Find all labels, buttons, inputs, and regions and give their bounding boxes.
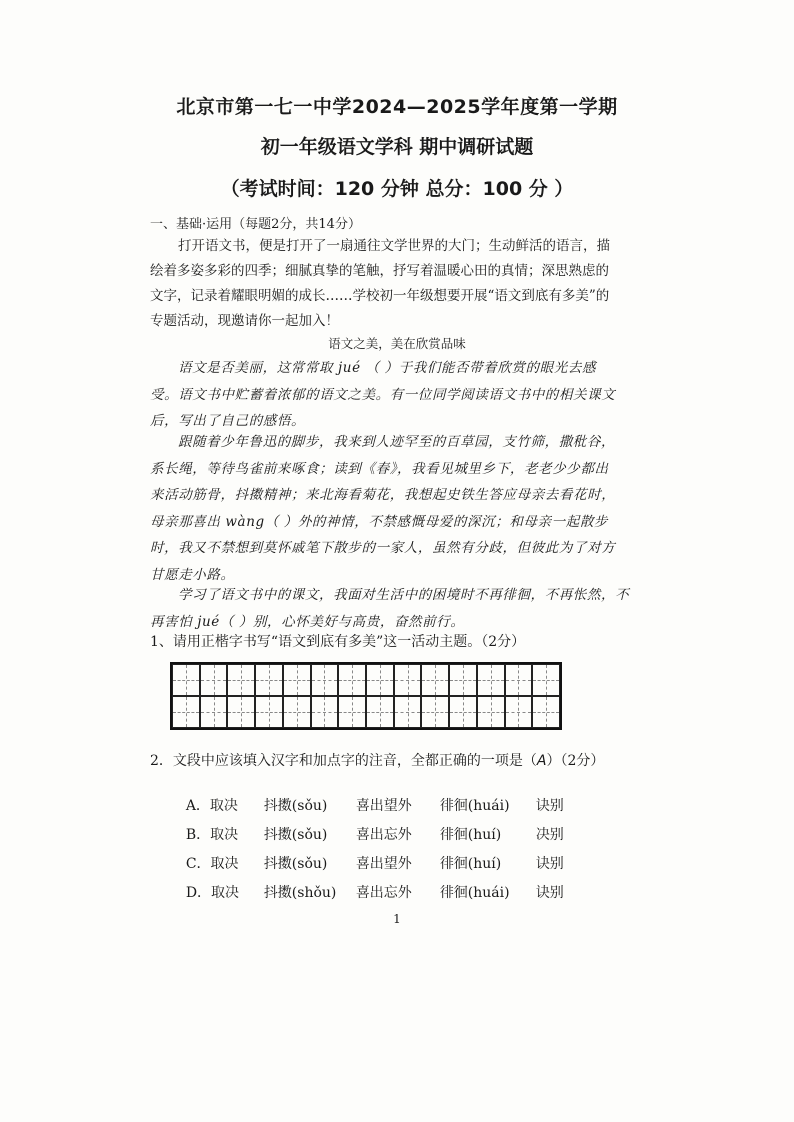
- option-c-word2: 抖擞(sǒu): [263, 856, 328, 872]
- grid-cell[interactable]: [227, 696, 255, 728]
- option-a-word3: 喜出望外: [355, 798, 412, 814]
- question-2-points: ）（2分）: [546, 753, 605, 769]
- grid-cell[interactable]: [338, 664, 366, 696]
- grid-cell[interactable]: [532, 696, 560, 728]
- handwritten-answer: A: [536, 753, 547, 769]
- grid-cell[interactable]: [505, 696, 533, 728]
- question-2-text: 2．文段中应该填入汉字和加点字的注音，全都正确的一项是（: [150, 753, 537, 769]
- question-2: [150, 750, 604, 770]
- exam-title-school: 北京市第一七一中学2024—2025学年度第一学期: [176, 96, 618, 118]
- grid-cell[interactable]: [532, 664, 560, 696]
- grid-cell[interactable]: [366, 696, 394, 728]
- writing-grid[interactable]: [170, 662, 562, 730]
- grid-cell[interactable]: [172, 696, 200, 728]
- option-a-word5: 诀别: [535, 798, 564, 814]
- option-d-word1: D．取决: [185, 885, 240, 901]
- option-c-word3: 喜出望外: [355, 856, 412, 872]
- option-d-word5: 诀别: [535, 885, 564, 901]
- grid-cell[interactable]: [394, 696, 422, 728]
- grid-cell[interactable]: [227, 664, 255, 696]
- question-1: 1、请用正楷字书写“语文到底有多美”这一活动主题。（2分）: [150, 634, 526, 650]
- grid-cell[interactable]: [505, 664, 533, 696]
- grid-cell[interactable]: [477, 696, 505, 728]
- grid-cell[interactable]: [311, 696, 339, 728]
- option-d[interactable]: [168, 866, 586, 918]
- option-d-word2: 抖擞(shǒu): [263, 885, 337, 901]
- option-c-word4: 徘徊(huí): [439, 856, 502, 872]
- passage-paragraph-2: 跟随着少年鲁迅的脚步，我来到人迹罕至的百草园，支竹筛，撒秕谷，系长绳，等待鸟雀前来啄食；读到《春》，我看见城里乡下，老老少少都出来活动筋骨，抖擞精神；来北海看菊花，我想起史铁生答应母亲去看花时，母亲那喜出 wàng（ ）外的神情，不禁感慨母爱的深沉；和母亲一起散步时，我又不禁想到莫怀戚笔下散步的一家人，虽然有分歧，但彼此为了对方甘愿走小路。: [150, 434, 616, 583]
- option-d-word4: 徘徊(huái): [439, 885, 510, 901]
- grid-cell[interactable]: [477, 664, 505, 696]
- section-heading: 一、基础·运用（每题2分，共14分）: [150, 217, 361, 232]
- grid-cell[interactable]: [255, 696, 283, 728]
- option-a-word1: A．取决: [185, 798, 238, 814]
- option-a-word2: 抖擞(sǒu): [263, 798, 328, 814]
- passage-subheading: 语文之美，美在欣赏品味: [328, 336, 466, 351]
- option-b-word3: 喜出忘外: [355, 827, 412, 843]
- option-d-word3: 喜出忘外: [355, 885, 412, 901]
- grid-cell[interactable]: [283, 696, 311, 728]
- grid-cell[interactable]: [255, 664, 283, 696]
- grid-cell[interactable]: [366, 664, 394, 696]
- grid-cell[interactable]: [283, 664, 311, 696]
- option-c-word5: 诀别: [535, 856, 564, 872]
- grid-cell[interactable]: [421, 664, 449, 696]
- exam-title-subject: 初一年级语文学科 期中调研试题: [260, 136, 534, 158]
- grid-cell[interactable]: [200, 696, 228, 728]
- passage-paragraph-1: 语文是否美丽，这常常取 jué （ ）于我们能否带着欣赏的眼光去感受。语文书中贮蓄着浓郁的语文之美。有一位同学阅读语文书中的相关课文后，写出了自己的感悟。: [150, 360, 616, 429]
- grid-cell[interactable]: [311, 664, 339, 696]
- grid-cell[interactable]: [172, 664, 200, 696]
- grid-cell[interactable]: [338, 696, 366, 728]
- grid-cell[interactable]: [421, 696, 449, 728]
- option-b-word1: B．取决: [185, 827, 239, 843]
- grid-cell[interactable]: [200, 664, 228, 696]
- passage-paragraph-3: 学习了语文书中的课文，我面对生活中的困境时不再徘徊，不再怅然，不再害怕 jué（ ）别，心怀美好与高贵，奋然前行。: [150, 587, 630, 630]
- intro-paragraph: 打开语文书，便是打开了一扇通往文学世界的大门；生动鲜活的语言，描绘着多姿多彩的四季；细腻真挚的笔触，抒写着温暖心田的真情；深思熟虑的文字，记录着耀眼明媚的成长……学校初一年级想要开展“语文到底有多美”的专题活动，现邀请你一起加入！: [150, 238, 610, 329]
- exam-time-score: （考试时间：120 分钟 总分：100 分 ）: [220, 178, 574, 200]
- option-b-word5: 决别: [535, 827, 564, 843]
- grid-cell[interactable]: [449, 696, 477, 728]
- option-a-word4: 徘徊(huái): [439, 798, 510, 814]
- option-c-word1: C．取决: [185, 856, 239, 872]
- grid-cell[interactable]: [449, 664, 477, 696]
- option-b-word4: 徘徊(huí): [439, 827, 502, 843]
- grid-cell[interactable]: [394, 664, 422, 696]
- page-number: 1: [393, 912, 401, 926]
- option-b-word2: 抖擞(sǒu): [263, 827, 328, 843]
